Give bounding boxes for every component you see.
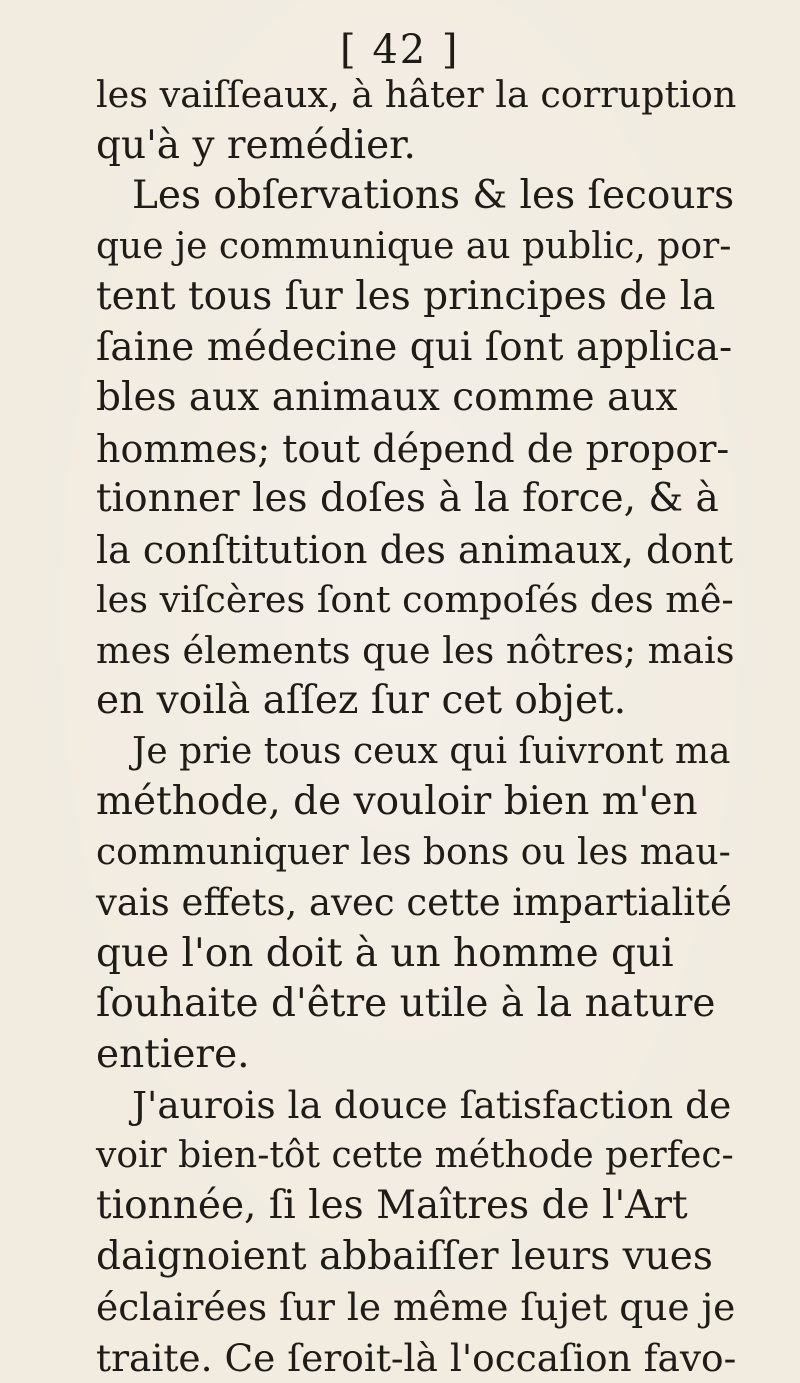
- page-number: [ 42 ]: [340, 30, 460, 70]
- paragraph-start-line: J'aurois la douce ſatisfaction de: [96, 1080, 736, 1131]
- text-line: éclairées ſur le même ſujet que je: [96, 1282, 736, 1333]
- text-line: hommes; tout dépend de propor-: [96, 424, 736, 475]
- text-line: ſouhaite d'être utile à la nature: [96, 979, 736, 1030]
- text-line: la conſtitution des animaux, dont: [96, 525, 736, 576]
- text-line: voir bien-tôt cette méthode perfec-: [96, 1131, 736, 1182]
- paragraph-start-line: Je prie tous ceux qui ſuivront ma: [96, 727, 736, 778]
- text-line: bles aux animaux comme aux: [96, 373, 736, 424]
- paragraph-start-line: Les obſervations & les ſecours: [96, 171, 736, 222]
- text-line: les vaiſſeaux, à hâter la corruption: [96, 70, 736, 121]
- text-line: tent tous ſur les principes de la: [96, 272, 736, 323]
- body-text: [96, 70, 736, 1383]
- text-line: en voilà aſſez ſur cet objet.: [96, 676, 736, 727]
- text-line: que je communique au public, por-: [96, 222, 736, 273]
- text-line: méthode, de vouloir bien m'en: [96, 777, 736, 828]
- text-line: entiere.: [96, 1030, 736, 1081]
- text-line: traite. Ce ſeroit-là l'occaſion favo-: [96, 1333, 736, 1383]
- text-line: tionner les doſes à la force, & à: [96, 474, 736, 525]
- text-line: communiquer les bons ou les mau-: [96, 828, 736, 879]
- text-line: vais effets, avec cette impartialité: [96, 878, 736, 929]
- text-line: les viſcères ſont compoſés des mê-: [96, 575, 736, 626]
- text-line: ſaine médecine qui ſont applica-: [96, 323, 736, 374]
- text-line: mes élements que les nôtres; mais: [96, 626, 736, 677]
- text-line: que l'on doit à un homme qui: [96, 929, 736, 980]
- text-line: tionnée, ſi les Maîtres de l'Art: [96, 1181, 736, 1232]
- text-line: qu'à y remédier.: [96, 121, 736, 172]
- text-line: daignoient abbaiſſer leurs vues: [96, 1232, 736, 1283]
